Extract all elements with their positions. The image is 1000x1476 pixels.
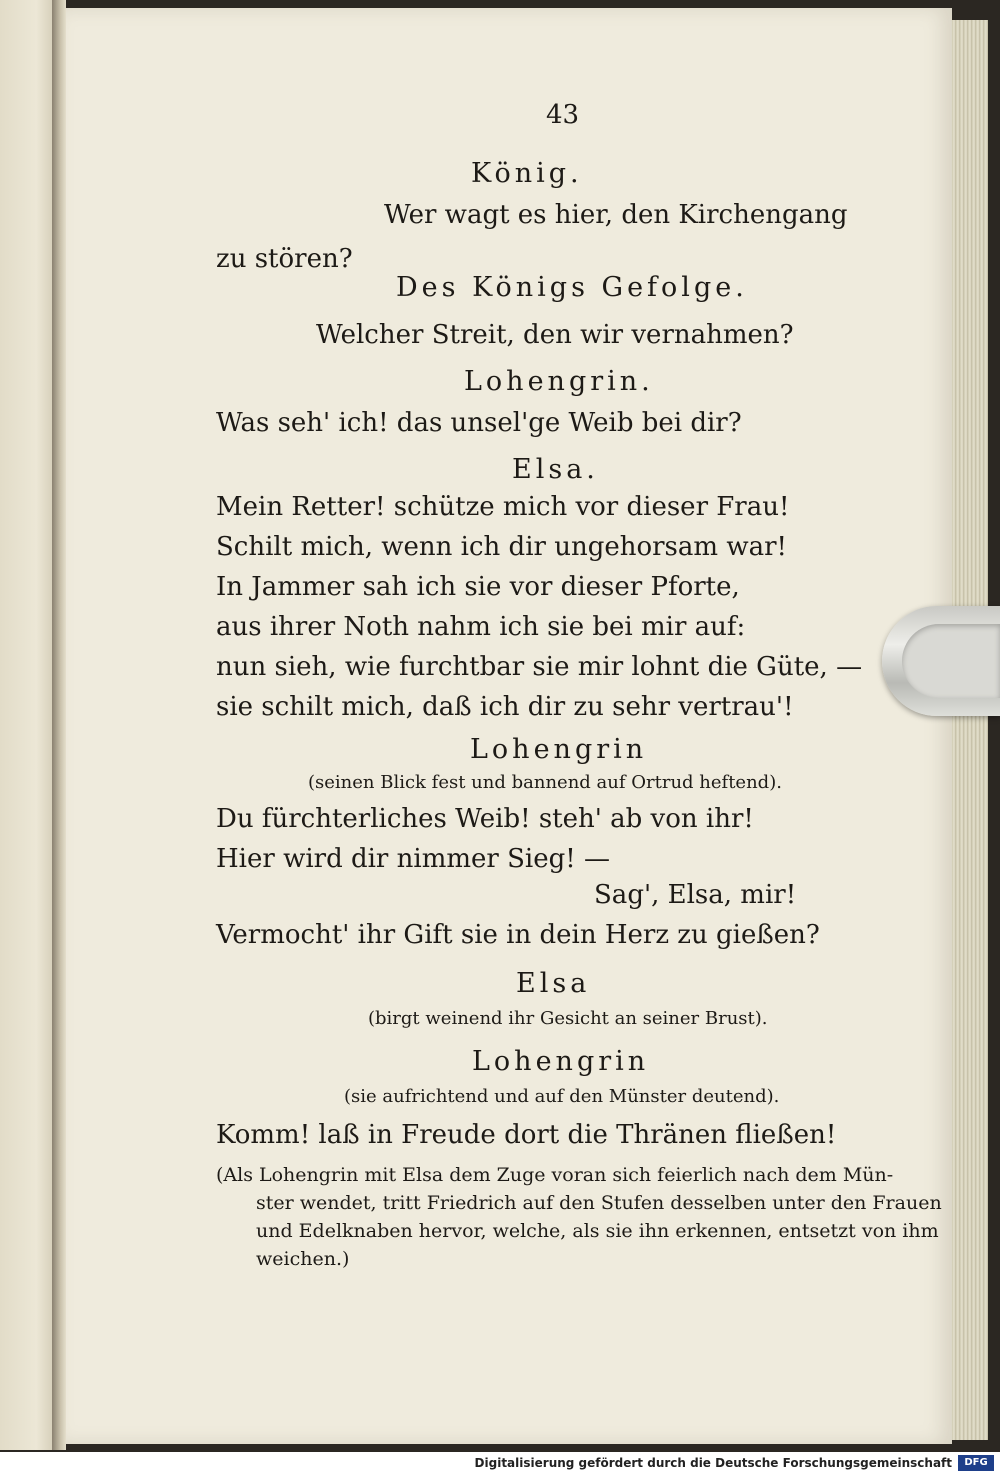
speaker-heading: Lohengrin.: [464, 366, 654, 397]
verse-line: zu stören?: [216, 244, 353, 274]
verse-line: Vermocht' ihr Gift sie in dein Herz zu gießen?: [216, 920, 820, 950]
speaker-heading: Elsa: [516, 968, 591, 999]
verse-line: Hier wird dir nimmer Sieg! —: [216, 844, 610, 874]
stage-direction: (birgt weinend ihr Gesicht an seiner Brust).: [368, 1008, 768, 1029]
page-stack-edge: [952, 20, 988, 1440]
verse-line: Welcher Streit, den wir vernahmen?: [316, 320, 794, 350]
stage-direction: und Edelknaben hervor, welche, als sie ihn erkennen, entsetzt von ihm: [256, 1220, 939, 1242]
stage-direction: (Als Lohengrin mit Elsa dem Zuge voran sich feierlich nach dem Mün-: [216, 1164, 894, 1186]
footer-bar: [0, 1452, 1000, 1476]
stage-direction: ster wendet, tritt Friedrich auf den Stufen desselben unter den Frauen: [256, 1192, 942, 1214]
verse-line: aus ihrer Noth nahm ich sie bei mir auf:: [216, 612, 746, 642]
speaker-heading: Des Königs Gefolge.: [396, 272, 748, 303]
paper-clip: [882, 606, 1000, 716]
verse-line: Du fürchterliches Weib! steh' ab von ihr!: [216, 804, 754, 834]
verse-line: Sag', Elsa, mir!: [594, 880, 797, 910]
stage-direction: weichen.): [256, 1248, 350, 1270]
speaker-heading: König.: [471, 158, 583, 189]
verse-line: Schilt mich, wenn ich dir ungehorsam war!: [216, 532, 787, 562]
verse-line: Komm! laß in Freude dort die Thränen fließen!: [216, 1120, 837, 1150]
dfg-logo: DFG: [958, 1455, 994, 1471]
verse-line: nun sieh, wie furchtbar sie mir lohnt die Güte, —: [216, 652, 863, 682]
book-gutter: [52, 0, 66, 1450]
speaker-heading: Elsa.: [512, 454, 599, 485]
left-page-edge: [0, 0, 52, 1450]
verse-line: Mein Retter! schütze mich vor dieser Frau!: [216, 492, 790, 522]
speaker-heading: Lohengrin: [472, 1046, 650, 1077]
stage-direction: (seinen Blick fest und bannend auf Ortrud heftend).: [308, 772, 782, 793]
footer-credit: Digitalisierung gefördert durch die Deutsche Forschungsgemeinschaft: [474, 1456, 952, 1470]
stage-direction: (sie aufrichtend und auf den Münster deutend).: [344, 1086, 780, 1107]
verse-line: In Jammer sah ich sie vor dieser Pforte,: [216, 572, 740, 602]
book-page: [66, 8, 952, 1444]
page-number: 43: [546, 100, 580, 130]
speaker-heading: Lohengrin: [470, 734, 648, 765]
verse-line: Was seh' ich! das unsel'ge Weib bei dir?: [216, 408, 742, 438]
verse-line: Wer wagt es hier, den Kirchengang: [384, 200, 848, 230]
verse-line: sie schilt mich, daß ich dir zu sehr vertrau'!: [216, 692, 794, 722]
